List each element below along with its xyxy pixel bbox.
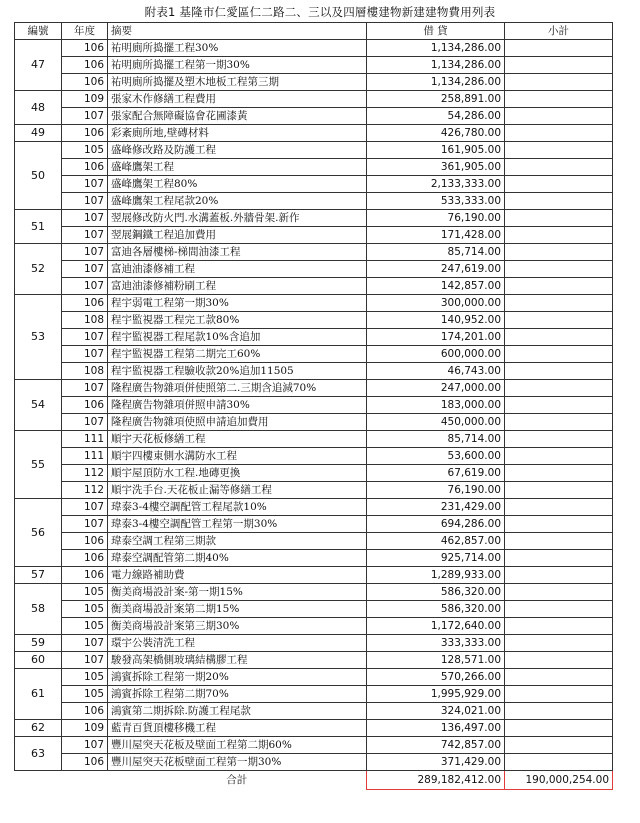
entry-subtotal (505, 720, 613, 737)
entry-year: 107 (62, 176, 108, 193)
entry-amount: 371,429.00 (367, 754, 505, 771)
entry-subtotal (505, 533, 613, 550)
entry-year: 111 (62, 448, 108, 465)
entry-subtotal (505, 686, 613, 703)
entry-amount: 183,000.00 (367, 397, 505, 414)
entry-subtotal (505, 397, 613, 414)
entry-amount: 247,619.00 (367, 261, 505, 278)
entry-year: 107 (62, 499, 108, 516)
table-row (15, 533, 613, 550)
entry-amount: 85,714.00 (367, 244, 505, 261)
entry-subtotal (505, 363, 613, 380)
table-row (15, 652, 613, 669)
entry-amount: 694,286.00 (367, 516, 505, 533)
entry-subtotal (505, 703, 613, 720)
entry-description: 盛峰鷹架工程尾款20% (108, 193, 367, 210)
entry-year: 107 (62, 108, 108, 125)
table-row (15, 448, 613, 465)
entry-subtotal (505, 635, 613, 652)
table-row (15, 210, 613, 227)
entry-description: 順宇天花板修繕工程 (108, 431, 367, 448)
header-row (15, 23, 613, 40)
entry-id: 61 (15, 669, 62, 720)
entry-id: 53 (15, 295, 62, 380)
entry-amount: 1,134,286.00 (367, 57, 505, 74)
entry-description: 瑋泰空調配管第二期40% (108, 550, 367, 567)
entry-subtotal (505, 737, 613, 754)
entry-year: 106 (62, 125, 108, 142)
table-row (15, 329, 613, 346)
entry-description: 鴻賓第二期拆除.防護工程尾款 (108, 703, 367, 720)
entry-description: 鴻賓拆除工程第二期70% (108, 686, 367, 703)
total-label: 合計 (226, 774, 248, 787)
entry-subtotal (505, 601, 613, 618)
entry-id: 50 (15, 142, 62, 210)
table-row (15, 193, 613, 210)
table-row (15, 737, 613, 754)
entry-description: 環宇公裝清洗工程 (108, 635, 367, 652)
table-row (15, 686, 613, 703)
entry-description: 衡美商場設計案第二期15% (108, 601, 367, 618)
entry-year: 107 (62, 346, 108, 363)
table-row (15, 363, 613, 380)
entry-amount: 85,714.00 (367, 431, 505, 448)
entry-description: 盛峰修改路及防護工程 (108, 142, 367, 159)
entry-id: 52 (15, 244, 62, 295)
header-amount: 借 貸 (367, 23, 505, 40)
entry-amount: 128,571.00 (367, 652, 505, 669)
entry-id: 62 (15, 720, 62, 737)
entry-year: 106 (62, 550, 108, 567)
entry-description: 順宇四樓東側水溝防水工程 (108, 448, 367, 465)
entry-description: 豐川屋突天花板及壁面工程第二期60% (108, 737, 367, 754)
entry-subtotal (505, 295, 613, 312)
entry-subtotal (505, 244, 613, 261)
entry-year: 107 (62, 516, 108, 533)
entry-year: 106 (62, 74, 108, 91)
entry-description: 富迪油漆修補工程 (108, 261, 367, 278)
entry-subtotal (505, 669, 613, 686)
table-row (15, 550, 613, 567)
entry-amount: 76,190.00 (367, 482, 505, 499)
table-row (15, 431, 613, 448)
entry-amount: 2,133,333.00 (367, 176, 505, 193)
entry-year: 109 (62, 720, 108, 737)
entry-id: 57 (15, 567, 62, 584)
entry-description: 隆程廣告物雜項併使照第二.三期含追減70% (108, 380, 367, 397)
table-row (15, 499, 613, 516)
table-row (15, 584, 613, 601)
entry-amount: 258,891.00 (367, 91, 505, 108)
table-row (15, 635, 613, 652)
entry-year: 112 (62, 465, 108, 482)
entry-year: 107 (62, 652, 108, 669)
entry-year: 105 (62, 686, 108, 703)
entry-description: 豐川屋突天花板壁面工程第一期30% (108, 754, 367, 771)
entry-description: 程宇監視器工程完工款80% (108, 312, 367, 329)
entry-description: 張家木作修繕工程費用 (108, 91, 367, 108)
entry-amount: 1,134,286.00 (367, 40, 505, 57)
table-row (15, 754, 613, 771)
entry-year: 105 (62, 142, 108, 159)
entry-year: 109 (62, 91, 108, 108)
table-row (15, 159, 613, 176)
entry-description: 隆程廣告物雜項使照申請追加費用 (108, 414, 367, 431)
entry-amount: 742,857.00 (367, 737, 505, 754)
entry-id: 63 (15, 737, 62, 771)
entry-amount: 586,320.00 (367, 601, 505, 618)
entry-id: 49 (15, 125, 62, 142)
entry-id: 55 (15, 431, 62, 499)
table-row (15, 703, 613, 720)
entry-description: 程宇監視器工程驗收款20%追加11505 (108, 363, 367, 380)
entry-subtotal (505, 108, 613, 125)
entry-description: 衡美商場設計案第三期30% (108, 618, 367, 635)
entry-description: 祐明廁所捣擺及塑木地板工程第三期 (108, 74, 367, 91)
header-subtotal: 小計 (505, 23, 613, 40)
entry-year: 107 (62, 278, 108, 295)
entry-description: 祐明廁所捣擺工程30% (108, 40, 367, 57)
entry-year: 105 (62, 618, 108, 635)
entry-amount: 570,266.00 (367, 669, 505, 686)
entry-amount: 76,190.00 (367, 210, 505, 227)
entry-year: 108 (62, 312, 108, 329)
table-row (15, 261, 613, 278)
entry-amount: 67,619.00 (367, 465, 505, 482)
entry-subtotal (505, 193, 613, 210)
total-row (15, 771, 613, 790)
entry-year: 106 (62, 703, 108, 720)
entry-amount: 925,714.00 (367, 550, 505, 567)
entry-amount: 450,000.00 (367, 414, 505, 431)
table-row (15, 465, 613, 482)
header-description: 摘要 (108, 23, 367, 40)
entry-year: 107 (62, 193, 108, 210)
entry-year: 107 (62, 210, 108, 227)
entry-description: 藍青百貨頂樓移機工程 (108, 720, 367, 737)
entry-id: 59 (15, 635, 62, 652)
entry-subtotal (505, 431, 613, 448)
table-row (15, 142, 613, 159)
entry-subtotal (505, 618, 613, 635)
entry-subtotal (505, 227, 613, 244)
ledger-body (15, 40, 613, 771)
entry-amount: 533,333.00 (367, 193, 505, 210)
table-row (15, 176, 613, 193)
entry-amount: 324,021.00 (367, 703, 505, 720)
entry-description: 瑋泰空調工程第三期款 (108, 533, 367, 550)
entry-description: 翌展鋼鐵工程追加費用 (108, 227, 367, 244)
entry-amount: 586,320.00 (367, 584, 505, 601)
table-row (15, 74, 613, 91)
entry-subtotal (505, 465, 613, 482)
table-row (15, 618, 613, 635)
entry-description: 隆程廣告物雜項併照申請30% (108, 397, 367, 414)
entry-subtotal (505, 159, 613, 176)
entry-description: 鴻賓拆除工程第一期20% (108, 669, 367, 686)
entry-amount: 53,600.00 (367, 448, 505, 465)
entry-year: 105 (62, 669, 108, 686)
entry-amount: 161,905.00 (367, 142, 505, 159)
entry-year: 105 (62, 601, 108, 618)
entry-id: 51 (15, 210, 62, 244)
entry-description: 翌展修改防火門.水溝蓋板.外牆骨架.新作 (108, 210, 367, 227)
entry-amount: 142,857.00 (367, 278, 505, 295)
entry-amount: 333,333.00 (367, 635, 505, 652)
entry-year: 107 (62, 261, 108, 278)
entry-subtotal (505, 652, 613, 669)
entry-description: 富迪油漆修補粉刷工程 (108, 278, 367, 295)
entry-subtotal (505, 210, 613, 227)
entry-year: 107 (62, 737, 108, 754)
entry-year: 106 (62, 295, 108, 312)
entry-amount: 231,429.00 (367, 499, 505, 516)
entry-subtotal (505, 567, 613, 584)
entry-year: 106 (62, 397, 108, 414)
entry-subtotal (505, 499, 613, 516)
entry-description: 電力線路補助費 (108, 567, 367, 584)
entry-amount: 1,172,640.00 (367, 618, 505, 635)
table-row (15, 227, 613, 244)
table-row (15, 516, 613, 533)
entry-subtotal (505, 448, 613, 465)
entry-amount: 171,428.00 (367, 227, 505, 244)
entry-description: 順宇屋頂防水工程.地磚更換 (108, 465, 367, 482)
entry-subtotal (505, 57, 613, 74)
entry-year: 107 (62, 244, 108, 261)
entry-description: 程宇弱電工程第一期30% (108, 295, 367, 312)
entry-description: 順宇洗手台.天花板止漏等修繕工程 (108, 482, 367, 499)
entry-amount: 46,743.00 (367, 363, 505, 380)
table-row (15, 278, 613, 295)
entry-id: 58 (15, 584, 62, 635)
table-row (15, 244, 613, 261)
entry-description: 程宇監視器工程第二期完工60% (108, 346, 367, 363)
entry-id: 56 (15, 499, 62, 567)
entry-year: 111 (62, 431, 108, 448)
table-row (15, 482, 613, 499)
entry-subtotal (505, 261, 613, 278)
entry-description: 瑋泰3-4樓空調配管工程尾款10% (108, 499, 367, 516)
table-row (15, 414, 613, 431)
entry-description: 富迪各層樓梯-梯間油漆工程 (108, 244, 367, 261)
entry-amount: 462,857.00 (367, 533, 505, 550)
entry-amount: 1,289,933.00 (367, 567, 505, 584)
entry-year: 106 (62, 533, 108, 550)
entry-year: 107 (62, 635, 108, 652)
entry-description: 程宇監視器工程尾款10%含追加 (108, 329, 367, 346)
entry-id: 60 (15, 652, 62, 669)
entry-subtotal (505, 329, 613, 346)
table-row (15, 397, 613, 414)
entry-amount: 1,995,929.00 (367, 686, 505, 703)
table-row (15, 720, 613, 737)
table-row (15, 380, 613, 397)
entry-year: 106 (62, 567, 108, 584)
entry-subtotal (505, 346, 613, 363)
entry-year: 106 (62, 40, 108, 57)
entry-description: 彩紊廁所地,壁磚材料 (108, 125, 367, 142)
entry-subtotal (505, 482, 613, 499)
entry-subtotal (505, 91, 613, 108)
entry-year: 112 (62, 482, 108, 499)
entry-description: 瑋泰3-4樓空調配管工程第一期30% (108, 516, 367, 533)
entry-amount: 247,000.00 (367, 380, 505, 397)
table-row (15, 125, 613, 142)
entry-year: 106 (62, 57, 108, 74)
entry-subtotal (505, 584, 613, 601)
entry-id: 47 (15, 40, 62, 91)
table-row (15, 108, 613, 125)
entry-subtotal (505, 40, 613, 57)
entry-year: 106 (62, 754, 108, 771)
expense-ledger-table (14, 22, 613, 790)
entry-year: 105 (62, 584, 108, 601)
entry-subtotal (505, 278, 613, 295)
entry-description: 盛峰鷹架工程80% (108, 176, 367, 193)
entry-amount: 426,780.00 (367, 125, 505, 142)
table-row (15, 312, 613, 329)
entry-subtotal (505, 380, 613, 397)
table-row (15, 601, 613, 618)
table-row (15, 91, 613, 108)
total-subtotal: 190,000,254.00 (505, 771, 613, 790)
entry-description: 衡美商場設計案-第一期15% (108, 584, 367, 601)
entry-amount: 300,000.00 (367, 295, 505, 312)
entry-amount: 1,134,286.00 (367, 74, 505, 91)
entry-subtotal (505, 142, 613, 159)
entry-amount: 54,286.00 (367, 108, 505, 125)
entry-subtotal (505, 312, 613, 329)
document-title: 附表1 基隆市仁愛區仁二路二、三以及四層樓建物新建建物費用列表 (144, 5, 496, 19)
total-amount: 289,182,412.00 (367, 771, 505, 790)
entry-amount: 140,952.00 (367, 312, 505, 329)
entry-subtotal (505, 754, 613, 771)
table-row (15, 295, 613, 312)
entry-amount: 361,905.00 (367, 159, 505, 176)
header-year: 年度 (62, 23, 108, 40)
entry-subtotal (505, 516, 613, 533)
entry-description: 盛峰鷹架工程 (108, 159, 367, 176)
entry-amount: 600,000.00 (367, 346, 505, 363)
entry-amount: 174,201.00 (367, 329, 505, 346)
entry-year: 107 (62, 414, 108, 431)
table-row (15, 669, 613, 686)
header-id: 編號 (15, 23, 62, 40)
entry-year: 107 (62, 329, 108, 346)
entry-id: 54 (15, 380, 62, 431)
entry-year: 107 (62, 380, 108, 397)
table-row (15, 346, 613, 363)
entry-subtotal (505, 74, 613, 91)
entry-subtotal (505, 414, 613, 431)
entry-description: 張家配合無障礙協會花圃漆黃 (108, 108, 367, 125)
entry-amount: 136,497.00 (367, 720, 505, 737)
table-row (15, 40, 613, 57)
entry-subtotal (505, 125, 613, 142)
entry-year: 107 (62, 227, 108, 244)
entry-id: 48 (15, 91, 62, 125)
entry-year: 108 (62, 363, 108, 380)
entry-year: 106 (62, 159, 108, 176)
entry-subtotal (505, 176, 613, 193)
table-row (15, 567, 613, 584)
table-row (15, 57, 613, 74)
entry-description: 祐明廁所捣擺工程第一期30% (108, 57, 367, 74)
entry-subtotal (505, 550, 613, 567)
entry-description: 駿發高架橋側玻璃結構膠工程 (108, 652, 367, 669)
